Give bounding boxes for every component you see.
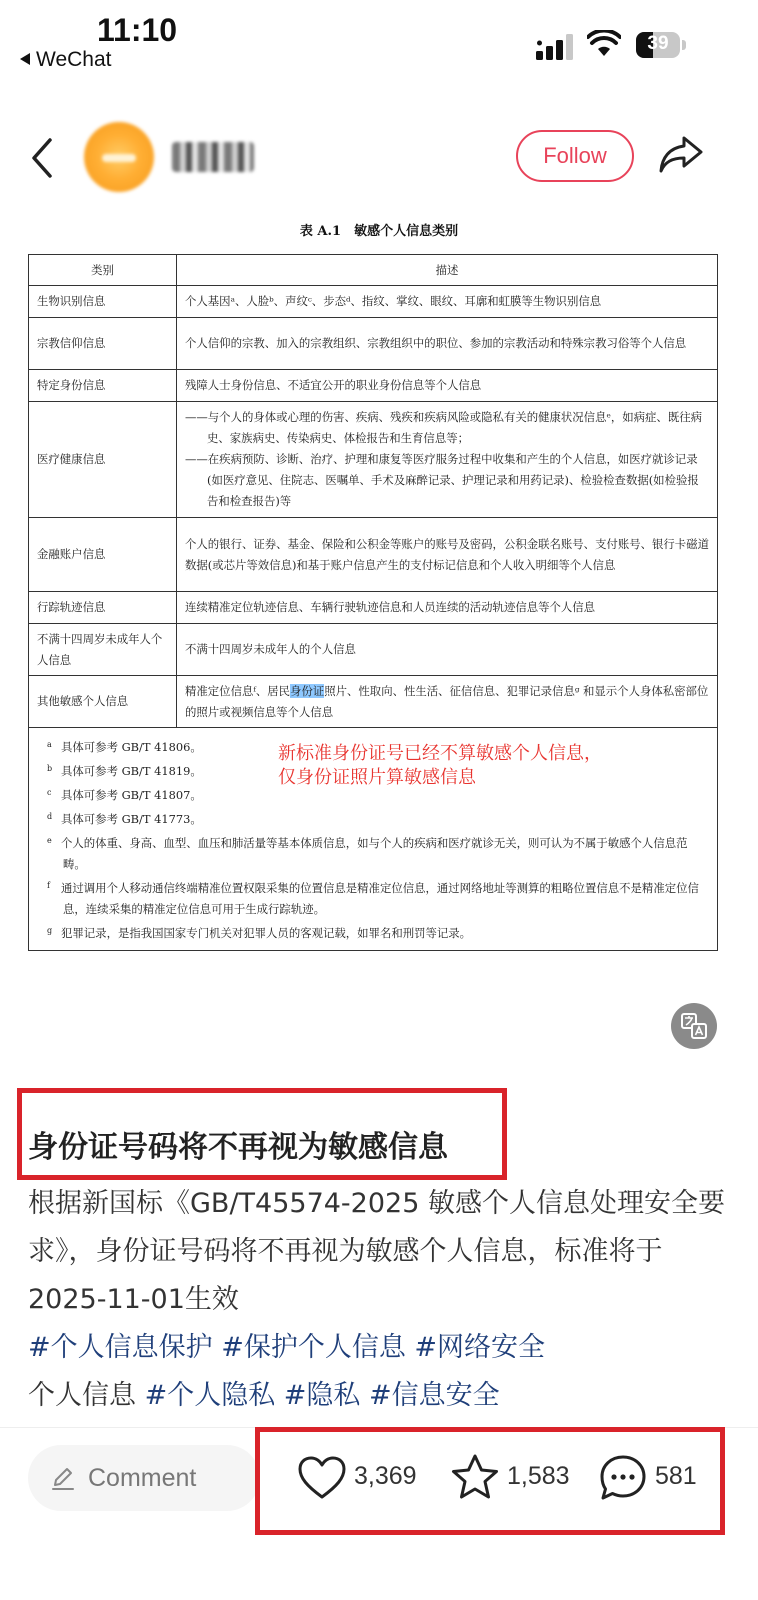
category-cell: 特定身份信息 — [29, 370, 177, 402]
description-cell: 残障人士身份信息、不适宜公开的职业身份信息等个人信息 — [177, 370, 718, 402]
footnote: c 具体可参考 GB/T 41807。 — [47, 788, 202, 802]
back-triangle-icon — [20, 53, 30, 65]
description-cell: 个人信仰的宗教、加入的宗教组织、宗教组织中的职位、参加的宗教活动和特殊宗教习俗等个人信息 — [177, 318, 718, 370]
column-header: 描述 — [177, 255, 718, 286]
description-cell: 不满十四周岁未成年人的个人信息 — [177, 624, 718, 676]
back-to-wechat[interactable] — [20, 48, 111, 72]
hashtag-link[interactable]: #个人信息保护 #保护个人信息 #网络安全 — [28, 1332, 546, 1363]
description-item: ——在疾病预防、诊断、治疗、护理和康复等医疗服务过程中收集和产生的个人信息，如医疗就诊记录(如医疗意见、住院志、医嘱单、手术及麻醉记录、护理记录和用药记录)、检验检查数据(如检验报告和检查报告)等 — [185, 452, 699, 508]
category-cell: 生物识别信息 — [29, 286, 177, 318]
footnote: g 犯罪记录，是指我国国家专门机关对犯罪人员的客观记载，如罪名和刑罚等记录。 — [47, 926, 472, 940]
table-row — [29, 676, 718, 728]
share-icon[interactable] — [658, 134, 704, 174]
comment-bubble-icon[interactable] — [598, 1453, 648, 1503]
table-title: 表 A.1 敏感个人信息类别 — [299, 224, 459, 239]
description-cell — [177, 676, 718, 728]
star-icon[interactable] — [450, 1453, 500, 1501]
table-row — [29, 592, 718, 624]
wifi-icon — [587, 30, 621, 58]
description-cell: 个人的银行、证券、基金、保险和公积金等账户的账号及密码，公积金联名账号、支付账号、银行卡磁道数据(或芯片等效信息)和基于账户信息产生的支付标记信息和个人收入明细等个人信息 — [177, 518, 718, 592]
description-cell — [177, 402, 718, 518]
comment-count[interactable]: 581 — [655, 1462, 697, 1490]
category-cell: 宗教信仰信息 — [29, 318, 177, 370]
post-body — [28, 1180, 728, 1420]
post-title: 身份证号码将不再视为敏感信息 — [28, 1130, 448, 1165]
table-row — [29, 370, 718, 402]
table-row — [29, 624, 718, 676]
back-app-label: WeChat — [36, 48, 112, 71]
back-icon[interactable] — [26, 136, 60, 180]
table-row — [29, 402, 718, 518]
heart-icon[interactable] — [297, 1455, 347, 1501]
hashtags — [28, 1372, 728, 1420]
column-header: 类别 — [29, 255, 177, 286]
description-item: ——与个人的身体或心理的伤害、疾病、残疾和疾病风险或隐私有关的健康状况信息ᵉ，如病症、既往病史、家族病史、传染病史、体检报告和生育信息等； — [185, 410, 702, 445]
footnote: b 具体可参考 GB/T 41819。 — [47, 764, 202, 778]
footnote: a 具体可参考 GB/T 41806。 — [47, 740, 202, 754]
pen-icon — [50, 1465, 76, 1491]
footnote: d 具体可参考 GB/T 41773。 — [47, 812, 202, 826]
translate-button[interactable] — [671, 1003, 717, 1049]
favorite-count[interactable]: 1,583 — [507, 1462, 570, 1490]
hashtag-link[interactable]: #个人隐私 #隐私 #信息安全 — [144, 1380, 500, 1411]
translate-icon — [671, 1003, 717, 1049]
category-cell: 金融账户信息 — [29, 518, 177, 592]
username-blurred[interactable] — [172, 142, 254, 172]
category-cell: 医疗健康信息 — [29, 402, 177, 518]
footnote: f 通过调用个人移动通信终端精准位置权限采集的位置信息是精准定位信息，通过网络地址等测算的粗略位置信息不是精准定位信息，连续采集的精准定位信息可用于生成行踪轨迹。 — [47, 881, 699, 916]
battery-icon — [636, 32, 686, 58]
document-image[interactable] — [0, 205, 758, 965]
signal-icon — [536, 34, 576, 60]
follow-button[interactable]: Follow — [516, 130, 634, 182]
sensitive-info-table — [28, 254, 718, 951]
red-annotation: 新标准身份证号已经不算敏感个人信息， 仅身份证照片算敏感信息 — [278, 743, 602, 788]
description-cell: 个人基因ᵃ、人脸ᵇ、声纹ᶜ、步态ᵈ、指纹、掌纹、眼纹、耳廓和虹膜等生物识别信息 — [177, 286, 718, 318]
hashtags — [28, 1324, 728, 1372]
table-header-row — [29, 255, 718, 286]
table-row — [29, 286, 718, 318]
status-bar — [0, 0, 758, 80]
description-text: 精准定位信息ᶠ、居民 — [185, 683, 291, 698]
category-cell: 其他敏感个人信息 — [29, 676, 177, 728]
battery-level: 39 — [647, 33, 669, 54]
footnote: e 个人的体重、身高、血型、血压和肺活量等基本体质信息，如与个人的疾病和医疗就诊无关，则可认为不属于敏感个人信息范畴。 — [47, 836, 688, 871]
category-cell: 行踪轨迹信息 — [29, 592, 177, 624]
avatar[interactable] — [84, 122, 154, 192]
comment-input[interactable] — [28, 1445, 260, 1511]
description-cell: 连续精准定位轨迹信息、车辆行驶轨迹信息和人员连续的活动轨迹信息等个人信息 — [177, 592, 718, 624]
tag-text: 个人信息 — [28, 1380, 145, 1411]
post-text: 根据新国标《GB/T45574-2025 敏感个人信息处理安全要求》，身份证号码将不再视为敏感个人信息，标准将于 2025-11-01生效 — [28, 1188, 725, 1315]
table-row — [29, 518, 718, 592]
highlighted-text: 身份证 — [290, 683, 325, 698]
comment-placeholder: Comment — [88, 1464, 197, 1492]
status-time: 11:10 — [97, 12, 178, 48]
description-text: 照片、性取向、性生活、征信信息、犯罪记录信息ᵍ 和显示个人身体私密部位的照片或视频信息等个人信息 — [185, 683, 709, 719]
table-row — [29, 318, 718, 370]
like-count[interactable]: 3,369 — [354, 1462, 417, 1490]
category-cell: 不满十四周岁未成年人个人信息 — [29, 624, 177, 676]
